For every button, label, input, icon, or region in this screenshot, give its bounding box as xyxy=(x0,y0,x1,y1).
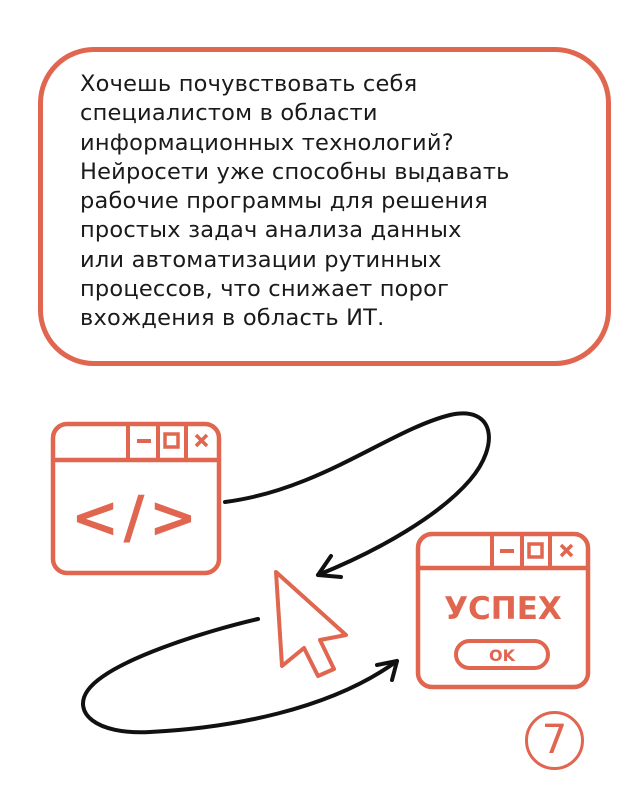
ok-button[interactable] xyxy=(456,641,548,668)
paragraph-line: Хочешь почувствовать себя xyxy=(80,71,418,97)
paragraph-line: рабочие программы для решения xyxy=(80,188,488,215)
code-symbol: </> xyxy=(70,483,202,551)
code-window xyxy=(53,424,219,573)
cursor-arrow-icon xyxy=(276,572,346,676)
result-window xyxy=(418,534,588,687)
flow-arrow-bottom xyxy=(83,619,397,732)
paragraph-line: вхождения в область ИТ. xyxy=(80,305,385,332)
paragraph-line: процессов, что снижает порог xyxy=(80,276,450,303)
result-title: УСПЕХ xyxy=(444,591,562,627)
paragraph-line: или автоматизации рутинных xyxy=(80,246,442,273)
page-number: 7 xyxy=(525,711,584,770)
paragraph-line: Нейросети уже способны выдавать xyxy=(80,158,510,185)
paragraph-line: простых задач анализа данных xyxy=(80,217,462,244)
paragraph-line: специалистом в области xyxy=(80,100,378,127)
paragraph-line: информационных технологий? xyxy=(80,129,454,156)
ok-button-label: OK xyxy=(489,646,515,665)
